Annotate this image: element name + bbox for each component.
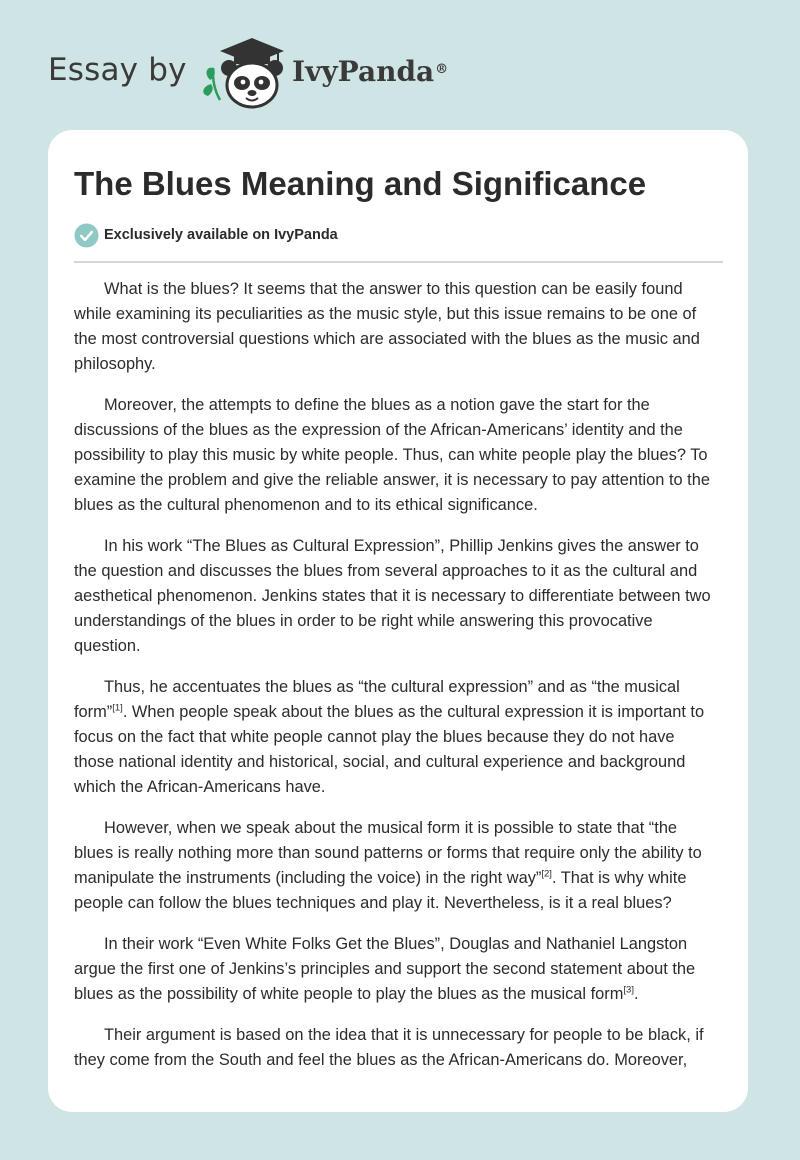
brand-name[interactable] bbox=[292, 54, 448, 90]
paragraph-text: Their argument is based on the idea that it is unnecessary for people to be black, if they come from the South and feel the blues as the African-Americans do. Moreover, bbox=[74, 1026, 704, 1069]
exclusive-badge-label: Exclusively available on IvyPanda bbox=[104, 227, 338, 243]
paragraph-tail: . When people speak about the blues as the cultural expression it is important to focus on the fact that white people cannot play the blues because they do not have those national identity and historical, social, and cultural experience and background which the African-Americans have. bbox=[74, 703, 705, 796]
divider bbox=[74, 261, 723, 263]
panda-graduate-icon[interactable] bbox=[200, 34, 292, 112]
brand-prefix: Essay by bbox=[48, 52, 187, 88]
essay-body bbox=[74, 277, 728, 1089]
paragraph-tail: . bbox=[633, 985, 639, 1003]
citation-ref[interactable]: [2] bbox=[541, 868, 552, 880]
registered-mark: ® bbox=[435, 62, 449, 77]
paragraph bbox=[74, 534, 728, 659]
paragraph bbox=[74, 932, 728, 1007]
paragraph bbox=[74, 1023, 728, 1073]
paragraph bbox=[74, 816, 728, 916]
paragraph-text: In their work “Even White Folks Get the Blues”, Douglas and Nathaniel Langston argue the first one of Jenkins’s principles and support the second statement about the blues as the possibility of white people to play the blues as the musical form bbox=[74, 935, 696, 1003]
paragraph-text: In his work “The Blues as Cultural Expression”, Phillip Jenkins gives the answer to the question and discusses the blues from several approaches to it as the cultural and aesthetical phenomenon. Jenkins states that it is necessary to differentiate between two understandings of the blues in order to be right while answering this provocative question. bbox=[74, 537, 711, 655]
paragraph-text: However, when we speak about the musical form it is possible to state that “the blues is really nothing more than sound patterns or forms that require only the ability to manipulate the instruments (including the voice) in the right way” bbox=[74, 819, 702, 887]
check-circle-icon bbox=[74, 223, 99, 248]
paragraph-tail: . That is why white people can follow the blues techniques and play it. Nevertheless, is it a real blues? bbox=[74, 869, 687, 912]
essay-card bbox=[48, 130, 748, 1112]
paragraph bbox=[74, 393, 728, 518]
brand-name-text: IvyPanda bbox=[292, 55, 435, 88]
site-header bbox=[48, 30, 488, 110]
paragraph bbox=[74, 277, 728, 377]
paragraph-text: What is the blues? It seems that the answer to this question can be easily found while examining its peculiarities as the music style, but this issue remains to be one of the most controversial questions which are associated with the blues as the music and philosophy. bbox=[74, 280, 700, 373]
citation-ref[interactable]: [3] bbox=[623, 984, 634, 996]
exclusive-badge bbox=[74, 222, 338, 248]
paragraph bbox=[74, 675, 728, 800]
paragraph-text: Thus, he accentuates the blues as “the cultural expression” and as “the musical form” bbox=[74, 678, 680, 721]
paragraph-text: Moreover, the attempts to define the blues as a notion gave the start for the discussions of the blues as the expression of the African-Americans’ identity and the possibility to play this music by white people. Thus, can white people play the blues? To examine the problem and give the reliable answer, it is necessary to pay attention to the blues as the cultural phenomenon and to its ethical significance. bbox=[74, 396, 710, 514]
page-title: The Blues Meaning and Significance bbox=[74, 165, 647, 202]
citation-ref[interactable]: [1] bbox=[112, 702, 123, 714]
